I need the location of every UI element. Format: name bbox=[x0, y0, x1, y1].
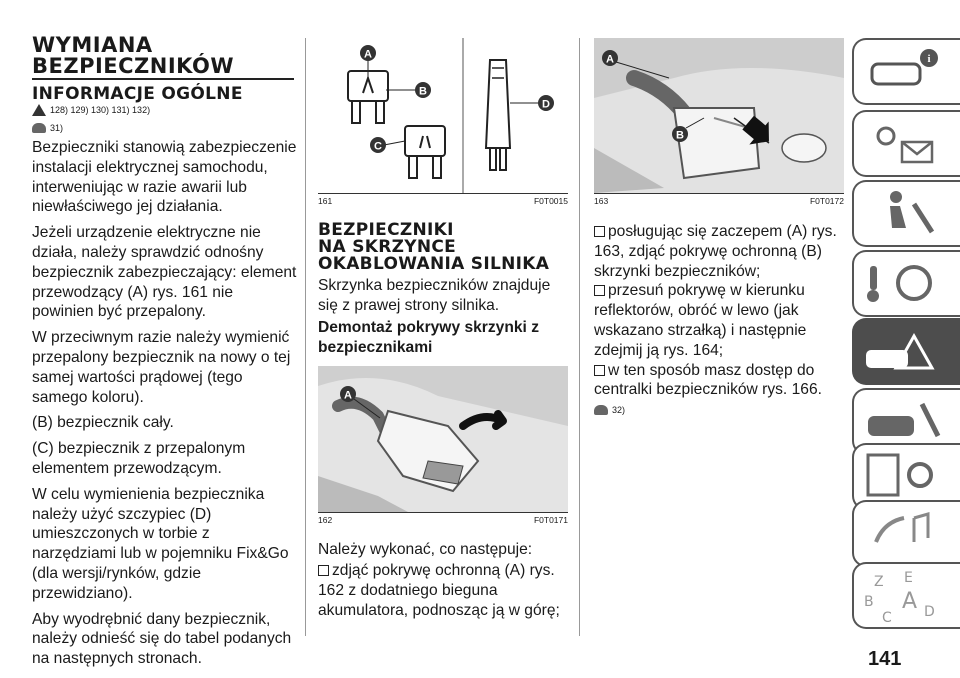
svg-text:C: C bbox=[882, 610, 892, 626]
tab-car-info[interactable] bbox=[852, 38, 960, 105]
attention-hand-icon bbox=[32, 123, 46, 133]
figure-number: 163 bbox=[594, 196, 609, 206]
breakdown-icon bbox=[854, 320, 954, 382]
bullet-text: posługując się zaczepem (A) rys. 163, zdjąć pokrywę ochronną (B) skrzynki bezpieczników; bbox=[594, 223, 837, 280]
fuse-box-photo bbox=[594, 38, 844, 193]
note-ref-text: 32) bbox=[612, 404, 626, 415]
bullet-list bbox=[594, 222, 844, 417]
tab-safety[interactable] bbox=[852, 180, 960, 247]
bullet-item bbox=[594, 222, 844, 281]
label-b: B bbox=[419, 85, 427, 98]
section-title-line1: WYMIANA bbox=[32, 33, 153, 57]
figure-caption bbox=[594, 196, 844, 206]
column-divider bbox=[579, 38, 580, 636]
paragraph: W celu wymienienia bezpiecznika należy użyć szczypiec (D) umieszczonych w torbie z narzędziami lub w pojemniku Fix&Go (dla wersji/rynków, gdzie przewidziano). bbox=[32, 485, 289, 602]
bullet-text: w ten sposób masz dostęp do centralki bezpieczników rys. 166. bbox=[594, 361, 822, 399]
figure-number: 161 bbox=[318, 196, 333, 206]
section-title-line2: BEZPIECZNIKÓW bbox=[32, 54, 235, 78]
label-d: D bbox=[542, 98, 550, 111]
svg-text:D: D bbox=[924, 604, 935, 620]
svg-text:A: A bbox=[902, 589, 918, 614]
tab-warning-lights[interactable] bbox=[852, 110, 960, 177]
figure-number: 162 bbox=[318, 515, 333, 525]
paragraph: Bezpieczniki stanowią zabezpieczenie instalacji elektrycznej samochodu, interweniując w razie awarii lub niewłaściwego jej działania. bbox=[32, 139, 297, 216]
note-ref-text: 31) bbox=[50, 122, 64, 133]
warning-refs bbox=[32, 102, 150, 117]
figure-162 bbox=[318, 366, 568, 525]
label-a: A bbox=[606, 53, 614, 66]
subsection-title: INFORMACJE OGÓLNE bbox=[32, 84, 243, 104]
paragraph: W przeciwnym razie należy wymienić przepalony bezpiecznik na nowy o tej samej wartości prądowej (tego samego koloru). bbox=[32, 329, 291, 406]
figure-163 bbox=[594, 38, 844, 206]
attention-hand-icon bbox=[594, 405, 608, 415]
figure-caption bbox=[318, 515, 568, 525]
checkbox-bullet-icon bbox=[594, 285, 605, 296]
figure-161 bbox=[318, 38, 568, 206]
paragraph: Jeżeli urządzenie elektryczne nie działa, należy sprawdzić odnośny bezpiecznik zabezpieczający: element przewodzący (A) rys. 161 nie powinien być przepalony. bbox=[32, 224, 297, 321]
figure-caption bbox=[318, 196, 568, 206]
svg-text:E: E bbox=[904, 570, 913, 586]
paragraph: Aby wyodrębnić dany bezpiecznik, należy odnieść się do tabel podanych na następnych stronach. bbox=[32, 610, 292, 668]
bullet-item bbox=[318, 561, 568, 620]
battery-cover-photo bbox=[318, 366, 568, 512]
heading-line3: OKABLOWANIA SILNIKA bbox=[318, 254, 550, 274]
bullet-item bbox=[594, 281, 844, 360]
page-number: 141 bbox=[868, 648, 902, 670]
bullet-text: przesuń pokrywę w kierunku reflektorów, obróć w lewo (jak wskazano strzałką) i następnie zdejmij ją rys. 164; bbox=[594, 282, 807, 359]
checkbox-bullet-icon bbox=[318, 565, 329, 576]
bold-subheading: Demontaż pokrywy skrzynki z bezpiecznikami bbox=[318, 319, 539, 356]
label-a: A bbox=[364, 48, 372, 61]
section-heading bbox=[318, 222, 549, 273]
figure-code: F0T0171 bbox=[533, 515, 568, 525]
figure-code: F0T0015 bbox=[533, 196, 568, 206]
fuse-illustration bbox=[318, 38, 568, 193]
svg-text:Z: Z bbox=[874, 574, 884, 590]
checkbox-bullet-icon bbox=[594, 365, 605, 376]
warning-ref-text: 128) 129) 130) 131) 132) bbox=[50, 104, 151, 115]
tab-starting-driving[interactable] bbox=[852, 250, 960, 317]
index-icon bbox=[854, 564, 954, 626]
body-text bbox=[32, 138, 297, 669]
warning-triangle-icon bbox=[32, 104, 46, 116]
figure-code: F0T0172 bbox=[809, 196, 844, 206]
label-b: B bbox=[676, 129, 684, 142]
note-refs bbox=[594, 402, 844, 417]
svg-text:i: i bbox=[927, 53, 931, 65]
paragraph: (C) bezpiecznik z przepalonym elementem przewodzącym. bbox=[32, 440, 246, 477]
note-refs bbox=[32, 120, 63, 135]
bullet-text: zdjąć pokrywę ochronną (A) rys. 162 z dodatniego bieguna akumulatora, podnosząc ją w górę; bbox=[318, 562, 560, 619]
tab-multimedia[interactable] bbox=[852, 500, 960, 567]
key-steering-icon bbox=[854, 252, 954, 314]
tab-emergency[interactable] bbox=[852, 318, 960, 385]
label-a: A bbox=[344, 389, 352, 402]
paragraph: Należy wykonać, co następuje: bbox=[318, 541, 533, 558]
svg-text:B: B bbox=[864, 594, 874, 610]
car-info-icon bbox=[854, 40, 954, 102]
title-rule bbox=[32, 78, 294, 80]
tab-index[interactable] bbox=[852, 562, 960, 629]
bullet-item bbox=[594, 361, 844, 401]
seat-airbag-icon bbox=[854, 182, 954, 244]
column-divider bbox=[305, 38, 306, 636]
warning-lights-icon bbox=[854, 112, 954, 174]
paragraph: Skrzynka bezpieczników znajduje się z prawej strony silnika. bbox=[318, 277, 551, 314]
label-c: C bbox=[374, 140, 382, 153]
heading-line1: BEZPIECZNIKI bbox=[318, 220, 454, 240]
checkbox-bullet-icon bbox=[594, 226, 605, 237]
heading-line2: NA SKRZYNCE bbox=[318, 237, 457, 257]
paragraph: (B) bezpiecznik cały. bbox=[32, 414, 174, 432]
technical-data-icon bbox=[854, 445, 954, 507]
media-icon bbox=[854, 502, 954, 564]
